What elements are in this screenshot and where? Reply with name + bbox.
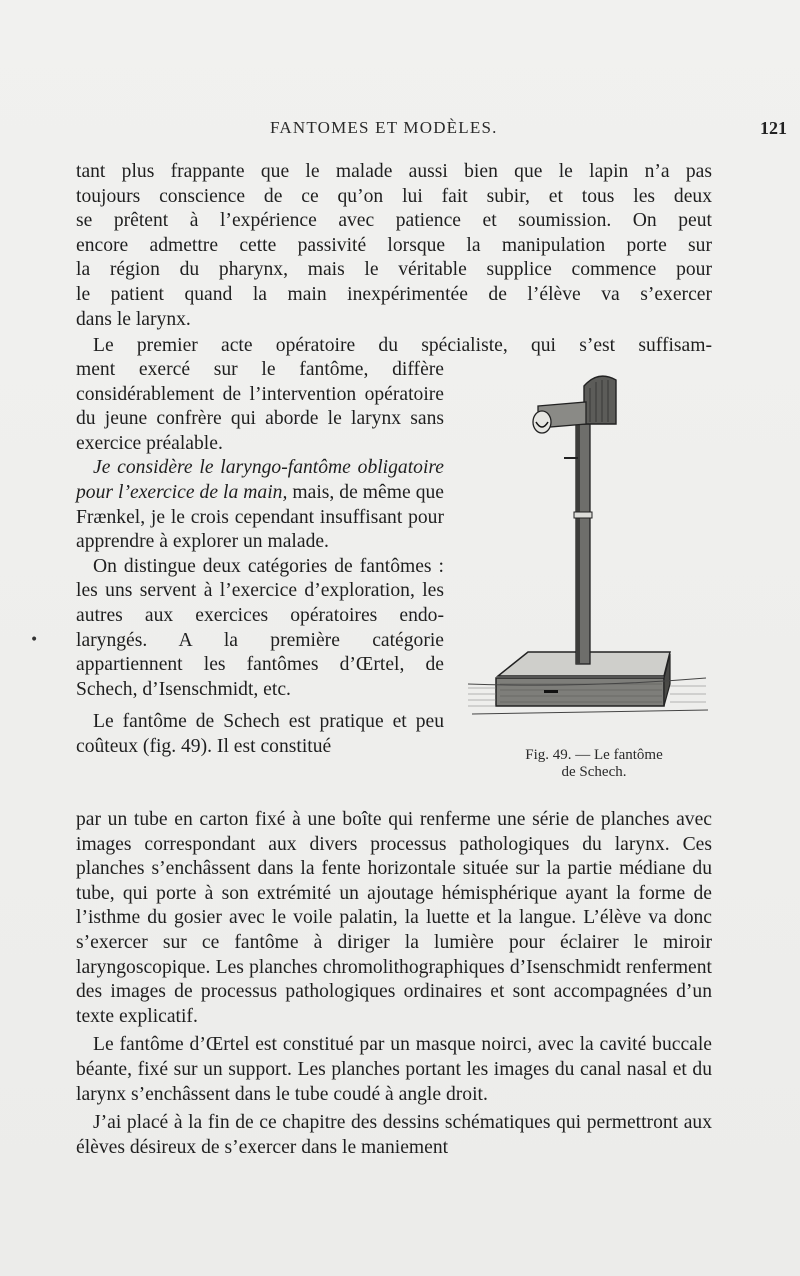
text-line: se prêtent à l’expérience avec patience et soumission. On peut	[76, 210, 712, 232]
paragraph-first-line: Le premier acte opératoire du spécialiste, qui s’est suffisam-	[93, 335, 712, 356]
paragraph	[76, 456, 444, 554]
paragraph: par un tube en carton fixé à une boîte qui renferme une série de planches avec images correspondant aux divers processus pathologiques du larynx. Ces planches s’enchâssent dans la fente horizontale située sur la partie médiane du tube, qui porte à son extrémité un ajoutage hémisphérique ayant la forme de l’isthme du gosier avec le voile palatin, la luette et la langue. L’élève va donc s’exercer sur ce fantôme à diriger la lumière pour éclairer le miroir laryngoscopique. Les planches chromolithographiques d’Isenschmidt renferment des images de processus pathologiques ordinaires et sont accompagnées d’un texte explicatif.	[76, 809, 712, 1027]
paragraph: ment exercé sur le fantôme, diffère considérablement de l’intervention opératoire du jeune confrère qui aborde le larynx sans exercice préalable.	[76, 359, 444, 454]
running-header	[0, 118, 800, 144]
narrow-column	[76, 358, 444, 760]
bottom-text	[76, 808, 712, 1160]
text-line: toujours conscience de ce qu’on lui fait subir, et tous les deux	[76, 185, 712, 207]
paragraph-text: mais, de même que Frænkel, je le crois cependant insuffisant pour apprendre à explorer un malade.	[76, 481, 444, 553]
text-line: le patient quand la main inexpérimentée de l’élève va s’exercer	[76, 283, 712, 305]
paragraph: On distingue deux catégories de fantômes : les uns servent à l’exercice d’exploration, les autres aux exercices opératoires endo-laryngés. A la première catégorie appartiennent les fantômes d’Œrtel, de Schech, d’Isenschmidt, etc.	[76, 555, 444, 700]
paragraph: J’ai placé à la fin de ce chapitre des dessins schématiques qui permettront aux élèves désireux de s’exercer dans le maniement	[76, 1112, 712, 1158]
paragraph: Le fantôme d’Œrtel est constitué par un masque noirci, avec la cavité buccale béante, fixé sur un support. Les planches portant les images du canal nasal et du larynx s’enchâssent dans le tube coudé à angle droit.	[76, 1034, 712, 1105]
text-line: dans le larynx.	[76, 308, 191, 330]
caption-line: de Schech.	[561, 764, 627, 780]
figure-schech-phantom	[466, 366, 712, 786]
page-number: 121	[760, 118, 787, 138]
engraving-drawing	[468, 376, 708, 714]
margin-mark: •	[30, 632, 39, 648]
italic-emphasis: Je considère le laryngo-fantôme obligatoire pour l’exercice de la main,	[76, 457, 444, 503]
text-line: encore admettre cette passivité lorsque la manipulation porte sur	[76, 234, 712, 256]
paragraph: Le fantôme de Schech est pratique et peu coûteux (fig. 49). Il est constitué	[76, 711, 444, 757]
text-line: la région du pharynx, mais le véritable supplice commence pour	[76, 259, 712, 281]
header-title: FANTOMES ET MODÈLES.	[270, 118, 498, 137]
caption-line: Fig. 49. — Le fantôme	[525, 747, 663, 763]
figure-caption	[494, 747, 694, 781]
text-line: tant plus frappante que le malade aussi bien que le lapin n’a pas	[76, 161, 712, 182]
paragraph-continued	[76, 160, 712, 332]
